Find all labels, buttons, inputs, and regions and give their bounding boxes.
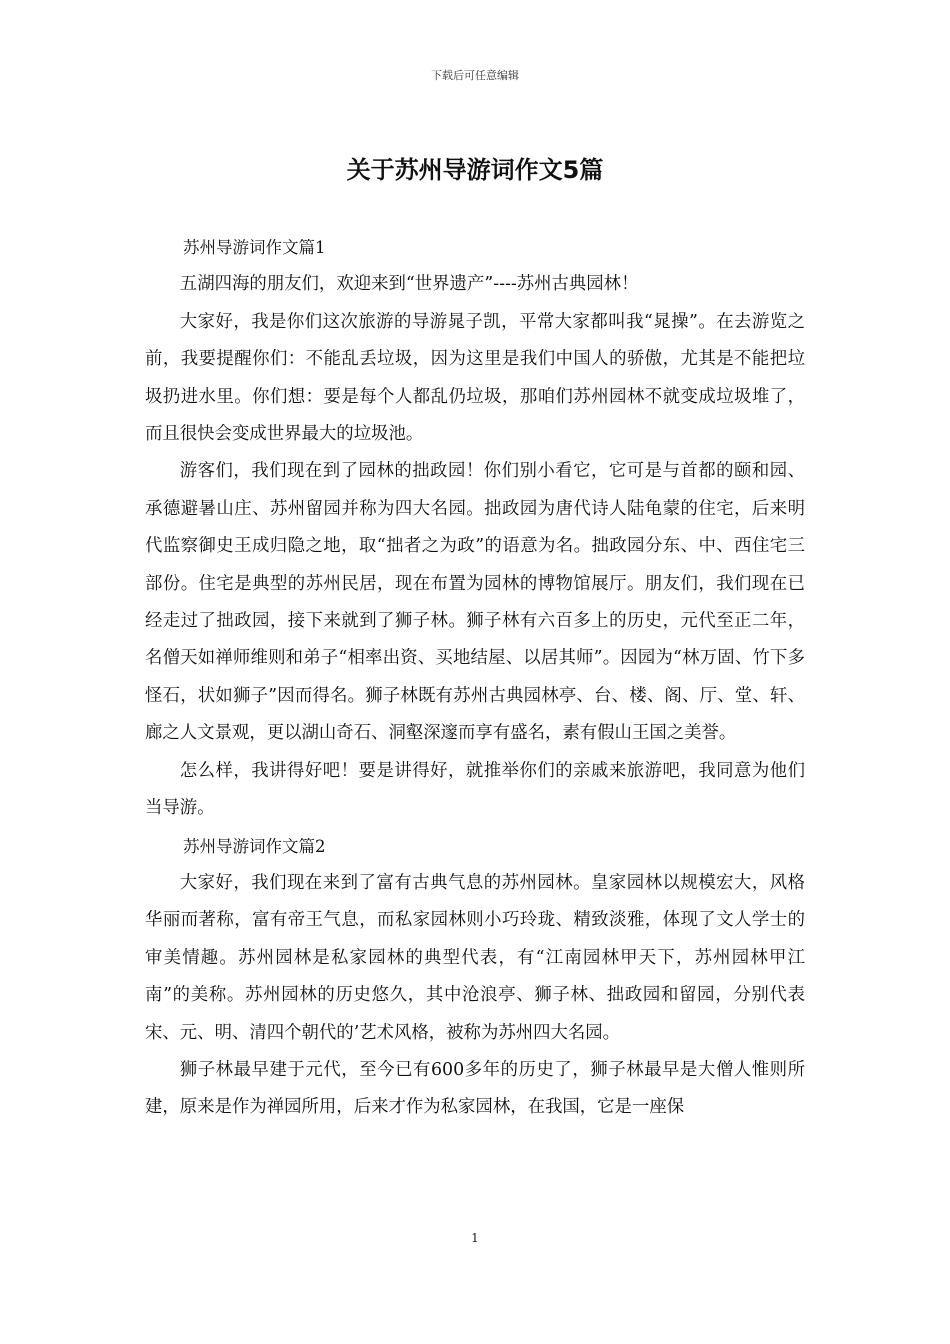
document-body	[145, 229, 805, 1127]
header-note: 下载后可任意编辑	[431, 69, 519, 82]
paragraph: 大家好，我是你们这次旅游的导游晁子凯，平常大家都叫我“晁操”。在去游览之前，我要提醒你们：不能乱丢垃圾，因为这里是我们中国人的骄傲，尤其是不能把垃圾扔进水里。你们想：要是每个人都乱仍垃圾，那咱们苏州园林不就变成垃圾堆了，而且很快会变成世界最大的垃圾池。	[145, 311, 805, 445]
paragraph: 狮子林最早建于元代，至今已有600多年的历史了，狮子林最早是大僧人惟则所建，原来是作为禅园所用，后来才作为私家园林，在我国，它是一座保	[145, 1059, 805, 1118]
section-2	[145, 828, 805, 1127]
paragraph: 怎么样，我讲得好吧！要是讲得好，就推举你们的亲戚来旅游吧，我同意为他们当导游。	[145, 760, 805, 819]
document-title: 关于苏州导游词作文5篇	[346, 156, 604, 184]
section-heading: 苏州导游词作文篇2	[182, 836, 326, 856]
paragraph: 大家好，我们现在来到了富有古典气息的苏州园林。皇家园林以规模宏大，风格华丽而著称，富有帝王气息，而私家园林则小巧玲珑、精致淡雅，体现了文人学士的审美情趣。苏州园林是私家园林的典型代表，有“江南园林甲天下，苏州园林甲江南”的美称。苏州园林的历史悠久，其中沧浪亭、狮子林、拙政园和留园，分别代表宋、元、明、清四个朝代的’艺术风格，被称为苏州四大名园。	[145, 872, 805, 1043]
section-heading: 苏州导游词作文篇1	[182, 238, 326, 257]
paragraph: 五湖四海的朋友们，欢迎来到“世界遗产”----苏州古典园林！	[179, 274, 639, 295]
paragraph: 游客们，我们现在到了园林的拙政园！你们别小看它，它可是与首都的颐和园、承德避暑山庄、苏州留园并称为四大名园。拙政园为唐代诗人陆龟蒙的住宅，后来明代监察御史王成归隐之地，取“拙者之为政”的语意为名。拙政园分东、中、西住宅三部份。住宅是典型的苏州民居，现在布置为园林的博物馆展厅。朋友们，我们现在已经走过了拙政园，接下来就到了狮子林。狮子林有六百多上的历史，元代至正二年，名僧天如禅师维则和弟子“相率出资、买地结屋、以居其师”。因园为“林万固、竹下多怪石，状如狮子”因而得名。狮子林既有苏州古典园林亭、台、楼、阁、厅、堂、轩、廊之人文景观，更以湖山奇石、洞壑深邃而享有盛名，素有假山王国之美誉。	[145, 461, 805, 744]
page-number: 1	[471, 1231, 479, 1245]
section-1	[145, 229, 805, 828]
